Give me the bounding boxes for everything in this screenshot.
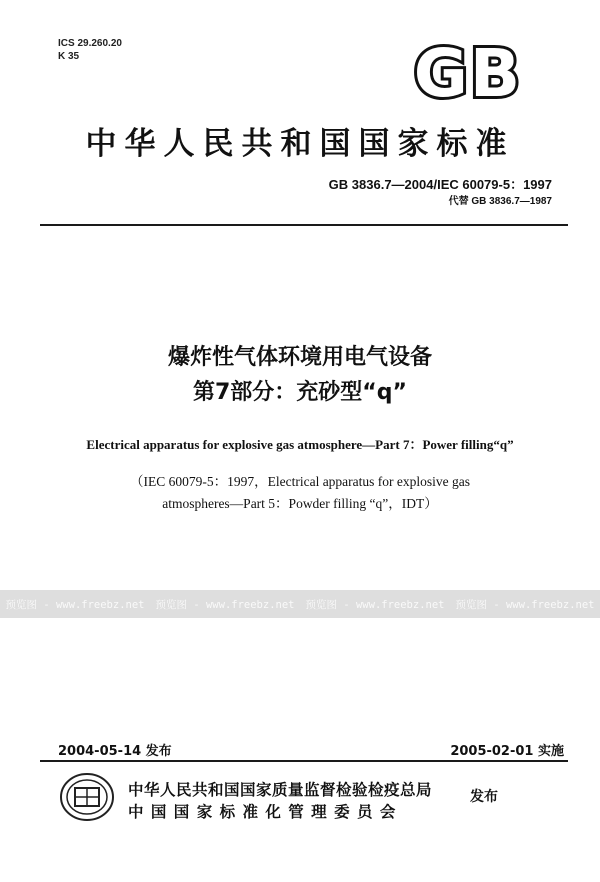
issue-label: 发布	[470, 789, 498, 805]
watermark-text: 预览图 - www.freebz.net	[305, 598, 445, 611]
watermark-text: 预览图 - www.freebz.net	[155, 598, 295, 611]
watermark-text: 预览图 - www.freebz.net	[5, 598, 145, 611]
implementation-date: 2005-02-01 实施	[450, 744, 564, 759]
iec-reference-line1: （IEC 60079-5：1997，Electrical apparatus for explosive gas	[129, 474, 471, 489]
title-chinese-line1: 爆炸性气体环境用电气设备	[167, 345, 432, 370]
iec-reference-line2: atmospheres—Part 5：Powder filling “q”，IDT）	[162, 496, 438, 511]
footer-divider	[40, 760, 568, 762]
replaces-note: 代替 GB 3836.7—1987	[448, 196, 552, 207]
standard-number: GB 3836.7—2004/IEC 60079-5：1997	[328, 177, 552, 192]
ics-code: ICS 29.260.20	[58, 38, 122, 49]
title-chinese-line2: 第7部分：充砂型“q”	[193, 380, 407, 405]
issuer-sac: 中 国 国 家 标 准 化 管 理 委 员 会	[128, 803, 397, 821]
watermark-text: 预览图 - www.freebz.net	[455, 598, 595, 611]
issue-date: 2004-05-14 发布	[58, 744, 172, 759]
ccs-code: K 35	[58, 51, 80, 62]
gb-logo-text: GB	[413, 36, 523, 106]
issuer-aqsiq: 中华人民共和国国家质量监督检验检疫总局	[128, 781, 433, 799]
gb-logo	[402, 36, 534, 106]
national-standard-heading: 中华人民共和国国家标准	[85, 126, 515, 162]
header-divider	[40, 224, 568, 226]
title-english: Electrical apparatus for explosive gas atmosphere—Part 7：Power filling“q”	[86, 437, 514, 452]
watermark-band	[0, 590, 600, 618]
issuer-seal-icon	[58, 771, 116, 823]
